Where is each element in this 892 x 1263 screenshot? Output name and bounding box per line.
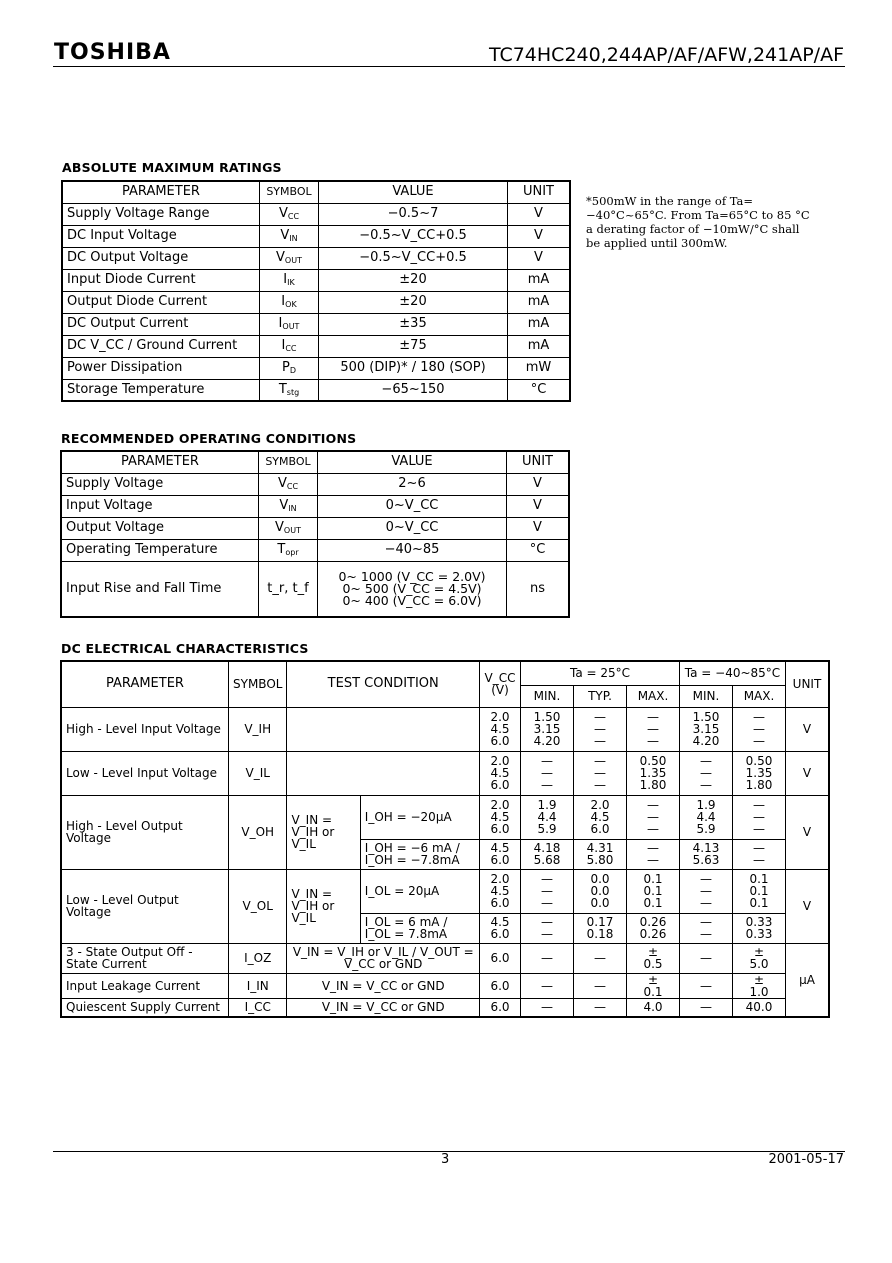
col-header: PARAMETER: [61, 661, 229, 707]
symbol-sub: CC: [287, 212, 300, 221]
symbol-cell: I_CC: [229, 998, 287, 1017]
cond-cell: [287, 751, 480, 795]
cond-cell: V_IN = V_IH or V_IL: [287, 795, 360, 869]
dc-cell: 6.0: [480, 998, 521, 1017]
symbol-cell: V: [275, 520, 284, 535]
symbol-cell: V: [278, 206, 288, 221]
dc-cell: — — —: [733, 707, 786, 751]
unit-cell: V: [508, 247, 571, 269]
table-row: [62, 291, 570, 313]
table-row: [62, 313, 570, 335]
col-header: Ta = 25°C: [521, 661, 680, 685]
dc-cell: —: [680, 998, 733, 1017]
symbol-sub: OUT: [283, 526, 301, 535]
dc-cell: ± 0.5: [627, 943, 680, 973]
unit-cell: V: [508, 225, 571, 247]
dc-cell: — — —: [627, 795, 680, 839]
col-header: (V): [491, 683, 509, 698]
dc-cell: — — —: [627, 707, 680, 751]
dc-cell: 0.50 1.35 1.80: [733, 751, 786, 795]
dc-cell: 40.0: [733, 998, 786, 1017]
abs-max-title: ABSOLUTE MAXIMUM RATINGS: [62, 160, 282, 175]
dc-cell: 1.50 3.15 4.20: [680, 707, 733, 751]
symbol-cell: V_OH: [229, 795, 287, 869]
dc-cell: 0.50 1.35 1.80: [627, 751, 680, 795]
dc-cell: — —: [521, 913, 574, 943]
dc-cell: — — —: [574, 751, 627, 795]
table-row: [62, 203, 570, 225]
table-row: [62, 335, 570, 357]
value-cell: −40~85: [318, 539, 507, 561]
param-cell: 3 - State Output Off - State Current: [61, 943, 229, 973]
unit-cell: V: [507, 517, 570, 539]
table-row: [61, 495, 569, 517]
cond-cell: V_IN = V_CC or GND: [287, 998, 480, 1017]
dc-cell: 0.1 0.1 0.1: [733, 869, 786, 913]
dc-cell: — — —: [574, 707, 627, 751]
dc-cell: —: [574, 998, 627, 1017]
table-row: [62, 379, 570, 401]
dc-cell: 4.0: [627, 998, 680, 1017]
param-cell: DC Input Voltage: [62, 225, 260, 247]
value-cell: ±20: [319, 269, 508, 291]
dc-cell: — — —: [521, 751, 574, 795]
dc-cell: 2.0 4.5 6.0: [480, 751, 521, 795]
col-header: PARAMETER: [62, 181, 260, 203]
symbol-sub: OUT: [284, 256, 302, 265]
dc-cell: 4.13 5.63: [680, 839, 733, 869]
unit-cell: V: [786, 707, 830, 751]
col-header: TEST CONDITION: [287, 661, 480, 707]
dc-cell: ± 1.0: [733, 973, 786, 998]
cond-cell: V_IN = V_IH or V_IL: [287, 869, 360, 943]
table-row: [62, 357, 570, 379]
rise-fall-param: Input Rise and Fall Time: [61, 561, 259, 617]
unit-cell: V: [786, 795, 830, 869]
table-row: [61, 539, 569, 561]
dc-cell: 4.5 6.0: [480, 839, 521, 869]
rec-op-title: RECOMMENDED OPERATING CONDITIONS: [61, 431, 357, 446]
dc-cell: 0.0 0.0 0.0: [574, 869, 627, 913]
dc-cell: 0.17 0.18: [574, 913, 627, 943]
col-header: VALUE: [319, 181, 508, 203]
dc-cell: — —: [733, 839, 786, 869]
cond-cell: V_IN = V_IH or V_IL / V_OUT = V_CC or GND: [287, 943, 480, 973]
dc-cell: — — —: [680, 751, 733, 795]
col-header: PARAMETER: [61, 451, 259, 473]
param-cell: Supply Voltage Range: [62, 203, 260, 225]
abs-max-table: [61, 180, 571, 402]
header-rule: [53, 66, 845, 67]
symbol-cell: I: [281, 338, 286, 353]
param-cell: Supply Voltage: [61, 473, 259, 495]
param-cell: DC Output Voltage: [62, 247, 260, 269]
param-cell: DC Output Current: [62, 313, 260, 335]
brand-logo: TOSHIBA: [54, 40, 171, 65]
col-header: UNIT: [508, 181, 571, 203]
unit-cell: V: [508, 203, 571, 225]
dc-cell: 1.50 3.15 4.20: [521, 707, 574, 751]
symbol-cell: I: [278, 316, 283, 331]
dc-cell: 4.31 5.80: [574, 839, 627, 869]
symbol-cell: V_IL: [229, 751, 287, 795]
value-cell: ±75: [319, 335, 508, 357]
unit-cell: mA: [508, 291, 571, 313]
symbol-cell: V: [279, 498, 289, 513]
dc-cell: 6.0: [480, 973, 521, 998]
symbol-cell: V_IH: [229, 707, 287, 751]
unit-cell: V: [786, 869, 830, 943]
rise-fall-unit: ns: [507, 561, 570, 617]
table-row: [61, 473, 569, 495]
unit-cell: μA: [786, 943, 830, 1017]
symbol-cell: I: [283, 272, 288, 287]
col-header: SYMBOL: [260, 181, 319, 203]
symbol-sub: IN: [288, 504, 297, 513]
col-header: MIN.: [680, 685, 733, 707]
symbol-sub: stg: [286, 387, 300, 397]
table-row: [62, 247, 570, 269]
unit-cell: mA: [508, 313, 571, 335]
table-row: [61, 517, 569, 539]
part-number: TC74HC240,244AP/AF/AFW,241AP/AF: [488, 44, 844, 66]
symbol-sub: IK: [287, 278, 295, 287]
document-date: 2001-05-17: [768, 1152, 844, 1167]
symbol-cell: T: [278, 381, 287, 397]
param-cell: Input Voltage: [61, 495, 259, 517]
value-cell: −0.5~V_CC+0.5: [319, 247, 508, 269]
col-header: MAX.: [627, 685, 680, 707]
col-header: TYP.: [574, 685, 627, 707]
dc-cell: 2.0 4.5 6.0: [480, 707, 521, 751]
dc-table: [60, 660, 830, 1018]
symbol-cell: V: [277, 476, 287, 491]
value-cell: 500 (DIP)* / 180 (SOP): [319, 357, 508, 379]
col-header: SYMBOL: [229, 661, 287, 707]
value-cell: ±35: [319, 313, 508, 335]
page-number: 3: [441, 1152, 450, 1167]
rec-op-table: [60, 450, 570, 618]
dc-cell: — — —: [521, 869, 574, 913]
cond-cell: I_OH = −6 mA / I_OH = −7.8mA: [360, 839, 479, 869]
symbol-cell: P: [281, 360, 290, 375]
dc-cell: 2.0 4.5 6.0: [480, 869, 521, 913]
symbol-sub: IN: [289, 234, 298, 243]
value-cell: −0.5~7: [319, 203, 508, 225]
value-cell: −65~150: [319, 379, 508, 401]
symbol-cell: I: [281, 294, 286, 309]
unit-cell: mA: [508, 335, 571, 357]
value-cell: 0~V_CC: [318, 517, 507, 539]
rise-fall-value: 0~ 400 (V_CC = 6.0V): [342, 592, 482, 608]
param-cell: Input Diode Current: [62, 269, 260, 291]
dc-cell: ± 0.1: [627, 973, 680, 998]
param-cell: Quiescent Supply Current: [61, 998, 229, 1017]
unit-cell: mA: [508, 269, 571, 291]
dc-cell: 4.18 5.68: [521, 839, 574, 869]
dc-cell: —: [680, 973, 733, 998]
param-cell: Input Leakage Current: [61, 973, 229, 998]
dc-cell: — — —: [680, 869, 733, 913]
symbol-cell: I_IN: [229, 973, 287, 998]
col-header: VALUE: [318, 451, 507, 473]
dc-cell: 1.9 4.4 5.9: [521, 795, 574, 839]
symbol-cell: V_OL: [229, 869, 287, 943]
dc-cell: —: [574, 943, 627, 973]
param-cell: Operating Temperature: [61, 539, 259, 561]
table-row: [62, 269, 570, 291]
dc-cell: 2.0 4.5 6.0: [480, 795, 521, 839]
param-cell: Output Voltage: [61, 517, 259, 539]
col-header: Ta = −40~85°C: [680, 661, 786, 685]
unit-cell: V: [786, 751, 830, 795]
cond-cell: I_OL = 20μA: [360, 869, 479, 913]
param-cell: High - Level Output Voltage: [61, 795, 229, 869]
unit-cell: V: [507, 495, 570, 517]
dc-cell: 1.9 4.4 5.9: [680, 795, 733, 839]
dc-cell: 4.5 6.0: [480, 913, 521, 943]
param-cell: Low - Level Output Voltage: [61, 869, 229, 943]
symbol-cell: V: [276, 250, 285, 265]
symbol-cell: V: [280, 228, 290, 243]
rise-fall-value: 0~ 1000 (V_CC = 2.0V): [338, 568, 486, 584]
rise-fall-value: 0~ 500 (V_CC = 4.5V): [342, 580, 482, 596]
cond-cell: I_OH = −20μA: [360, 795, 479, 839]
param-cell: Storage Temperature: [62, 379, 260, 401]
dc-cell: ± 5.0: [733, 943, 786, 973]
dc-cell: —: [521, 998, 574, 1017]
dc-cell: —: [521, 973, 574, 998]
cond-cell: V_IN = V_CC or GND: [287, 973, 480, 998]
cond-cell: [287, 707, 480, 751]
param-cell: Output Diode Current: [62, 291, 260, 313]
rise-fall-symbol: t_r, t_f: [259, 561, 318, 617]
dc-cell: 0.26 0.26: [627, 913, 680, 943]
col-header: MIN.: [521, 685, 574, 707]
param-cell: Power Dissipation: [62, 357, 260, 379]
unit-cell: V: [507, 473, 570, 495]
unit-cell: °C: [508, 379, 571, 401]
dc-cell: 0.33 0.33: [733, 913, 786, 943]
dc-cell: — —: [680, 913, 733, 943]
symbol-sub: D: [289, 366, 296, 375]
derating-note: *500mW in the range of Ta= −40°C~65°C. From Ta=65°C to 85 °C a derating factor of −10mW/°C shall be applied until 300mW.: [586, 194, 810, 250]
dc-cell: 2.0 4.5 6.0: [574, 795, 627, 839]
dc-cell: —: [574, 973, 627, 998]
symbol-sub: CC: [285, 344, 297, 353]
symbol-cell: I_OZ: [229, 943, 287, 973]
value-cell: −0.5~V_CC+0.5: [319, 225, 508, 247]
col-header: UNIT: [786, 661, 830, 707]
dc-cell: —: [680, 943, 733, 973]
symbol-sub: OK: [285, 300, 297, 309]
dc-title: DC ELECTRICAL CHARACTERISTICS: [61, 641, 309, 656]
cond-cell: I_OL = 6 mA / I_OL = 7.8mA: [360, 913, 479, 943]
param-cell: DC V_CC / Ground Current: [62, 335, 260, 357]
col-header: V_CC: [484, 671, 516, 686]
symbol-sub: CC: [286, 482, 299, 491]
col-header: UNIT: [507, 451, 570, 473]
dc-cell: —: [521, 943, 574, 973]
param-cell: High - Level Input Voltage: [61, 707, 229, 751]
value-cell: 0~V_CC: [318, 495, 507, 517]
unit-cell: °C: [507, 539, 570, 561]
symbol-sub: opr: [285, 548, 299, 557]
value-cell: ±20: [319, 291, 508, 313]
dc-cell: — —: [627, 839, 680, 869]
dc-cell: 6.0: [480, 943, 521, 973]
unit-cell: mW: [508, 357, 571, 379]
col-header: SYMBOL: [259, 451, 318, 473]
dc-cell: 0.1 0.1 0.1: [627, 869, 680, 913]
symbol-sub: OUT: [282, 322, 300, 331]
table-row: [62, 225, 570, 247]
dc-cell: — — —: [733, 795, 786, 839]
param-cell: Low - Level Input Voltage: [61, 751, 229, 795]
value-cell: 2~6: [318, 473, 507, 495]
col-header: MAX.: [733, 685, 786, 707]
symbol-cell: T: [277, 542, 286, 557]
